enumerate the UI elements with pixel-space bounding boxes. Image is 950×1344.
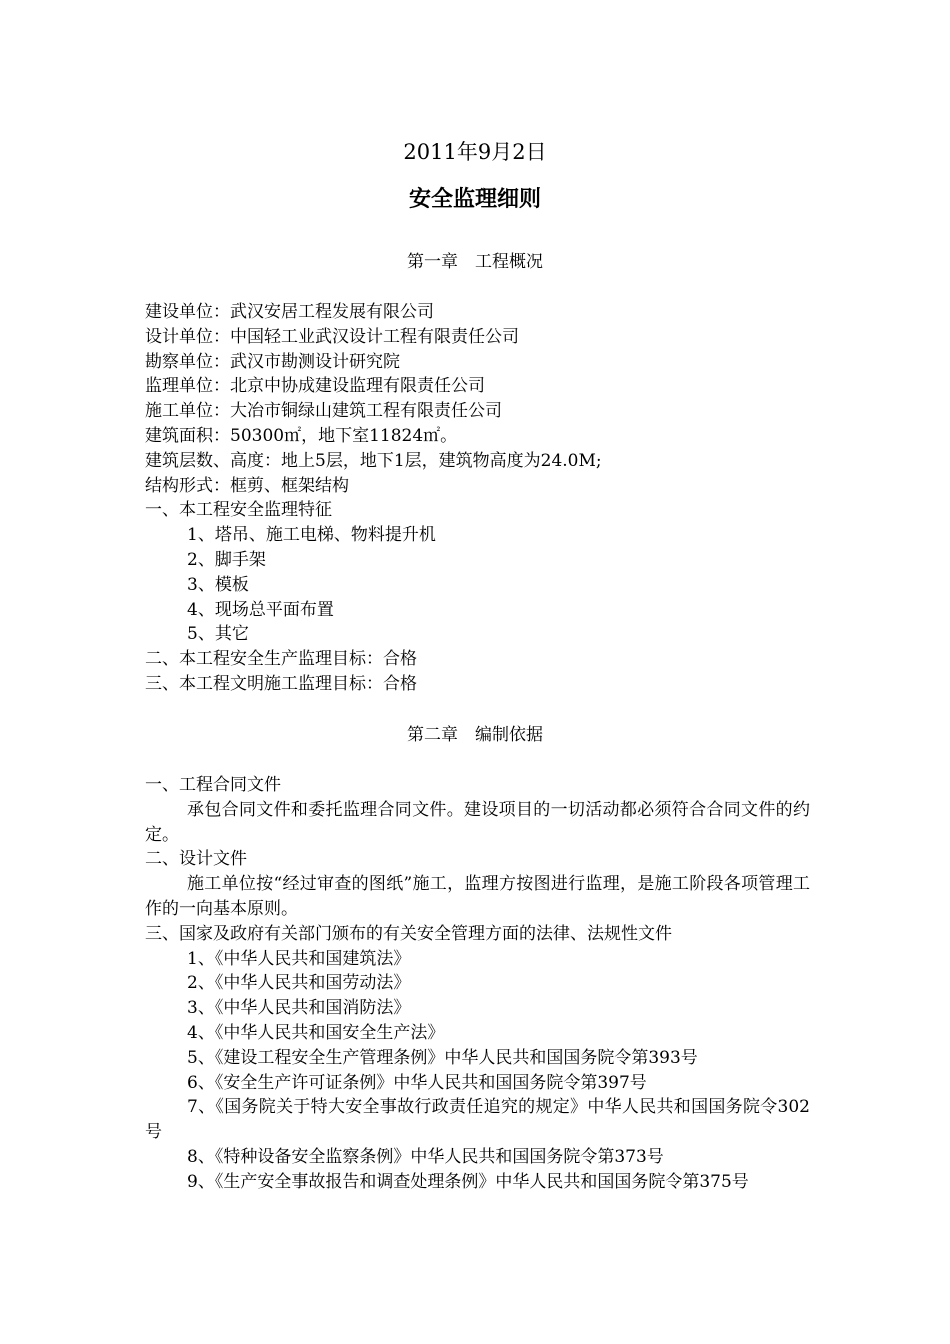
info-line: 建筑面积：50300㎡，地下室11824㎡。	[145, 425, 458, 446]
feature-item: 4、现场总平面布置	[187, 599, 334, 620]
info-line: 建设单位：武汉安居工程发展有限公司	[145, 302, 434, 322]
feature-item: 2、脚手架	[187, 549, 266, 570]
info-line: 施工单位：大冶市铜绿山建筑工程有限责任公司	[145, 401, 502, 422]
law-item: 3、《中华人民共和国消防法》	[187, 998, 411, 1019]
info-line: 建筑层数、高度：地上5层，地下1层，建筑物高度为24.0M;	[145, 450, 602, 471]
law-item: 1、《中华人民共和国建筑法》	[187, 948, 411, 969]
law-item: 4、《中华人民共和国安全生产法》	[187, 1022, 445, 1043]
info-line: 结构形式：框剪、框架结构	[145, 475, 349, 496]
chapter-2-heading: 第二章 编制依据	[407, 725, 543, 745]
feature-item: 3、模板	[187, 574, 249, 595]
chapter-1-body	[145, 300, 810, 697]
chapter-2-body	[145, 773, 810, 1195]
section-heading: 一、工程合同文件	[145, 775, 281, 795]
info-line: 监理单位：北京中协成建设监理有限责任公司	[145, 376, 485, 397]
law-item: 8、《特种设备安全监察条例》中华人民共和国国务院令第373号	[187, 1146, 664, 1167]
section-heading: 二、本工程安全生产监理目标：合格	[145, 649, 417, 670]
section-heading: 一、本工程安全监理特征	[145, 500, 332, 521]
feature-item: 5、其它	[187, 624, 249, 645]
section-heading: 三、本工程文明施工监理目标：合格	[145, 673, 417, 694]
chapter-1-heading: 第一章 工程概况	[407, 252, 543, 272]
law-item: 5、《建设工程安全生产管理条例》中华人民共和国国务院令第393号	[187, 1047, 698, 1068]
feature-item: 1、塔吊、施工电梯、物料提升机	[187, 525, 436, 546]
law-item: 6、《安全生产许可证条例》中华人民共和国国务院令第397号	[187, 1072, 647, 1093]
section-heading: 二、设计文件	[145, 849, 247, 870]
section-heading: 三、国家及政府有关部门颁布的有关安全管理方面的法律、法规性文件	[145, 923, 672, 944]
info-line: 设计单位：中国轻工业武汉设计工程有限责任公司	[145, 326, 519, 347]
law-item: 9、《生产安全事故报告和调查处理条例》中华人民共和国国务院令第375号	[187, 1171, 749, 1192]
law-item: 7、《国务院关于特大安全事故行政责任追究的规定》中华人民共和国国务院令302号	[145, 1097, 810, 1143]
document-title: 安全监理细则	[408, 187, 541, 212]
paragraph: 施工单位按“经过审查的图纸”施工，监理方按图进行监理，是施工阶段各项管理工作的一向基本原则。	[145, 874, 810, 919]
document-date: 2011年9月2日	[403, 140, 547, 164]
law-item: 2、《中华人民共和国劳动法》	[187, 973, 411, 994]
paragraph: 承包合同文件和委托监理合同文件。建设项目的一切活动都必须符合合同文件的约定。	[145, 799, 810, 845]
info-line: 勘察单位：武汉市勘测设计研究院	[145, 351, 400, 372]
